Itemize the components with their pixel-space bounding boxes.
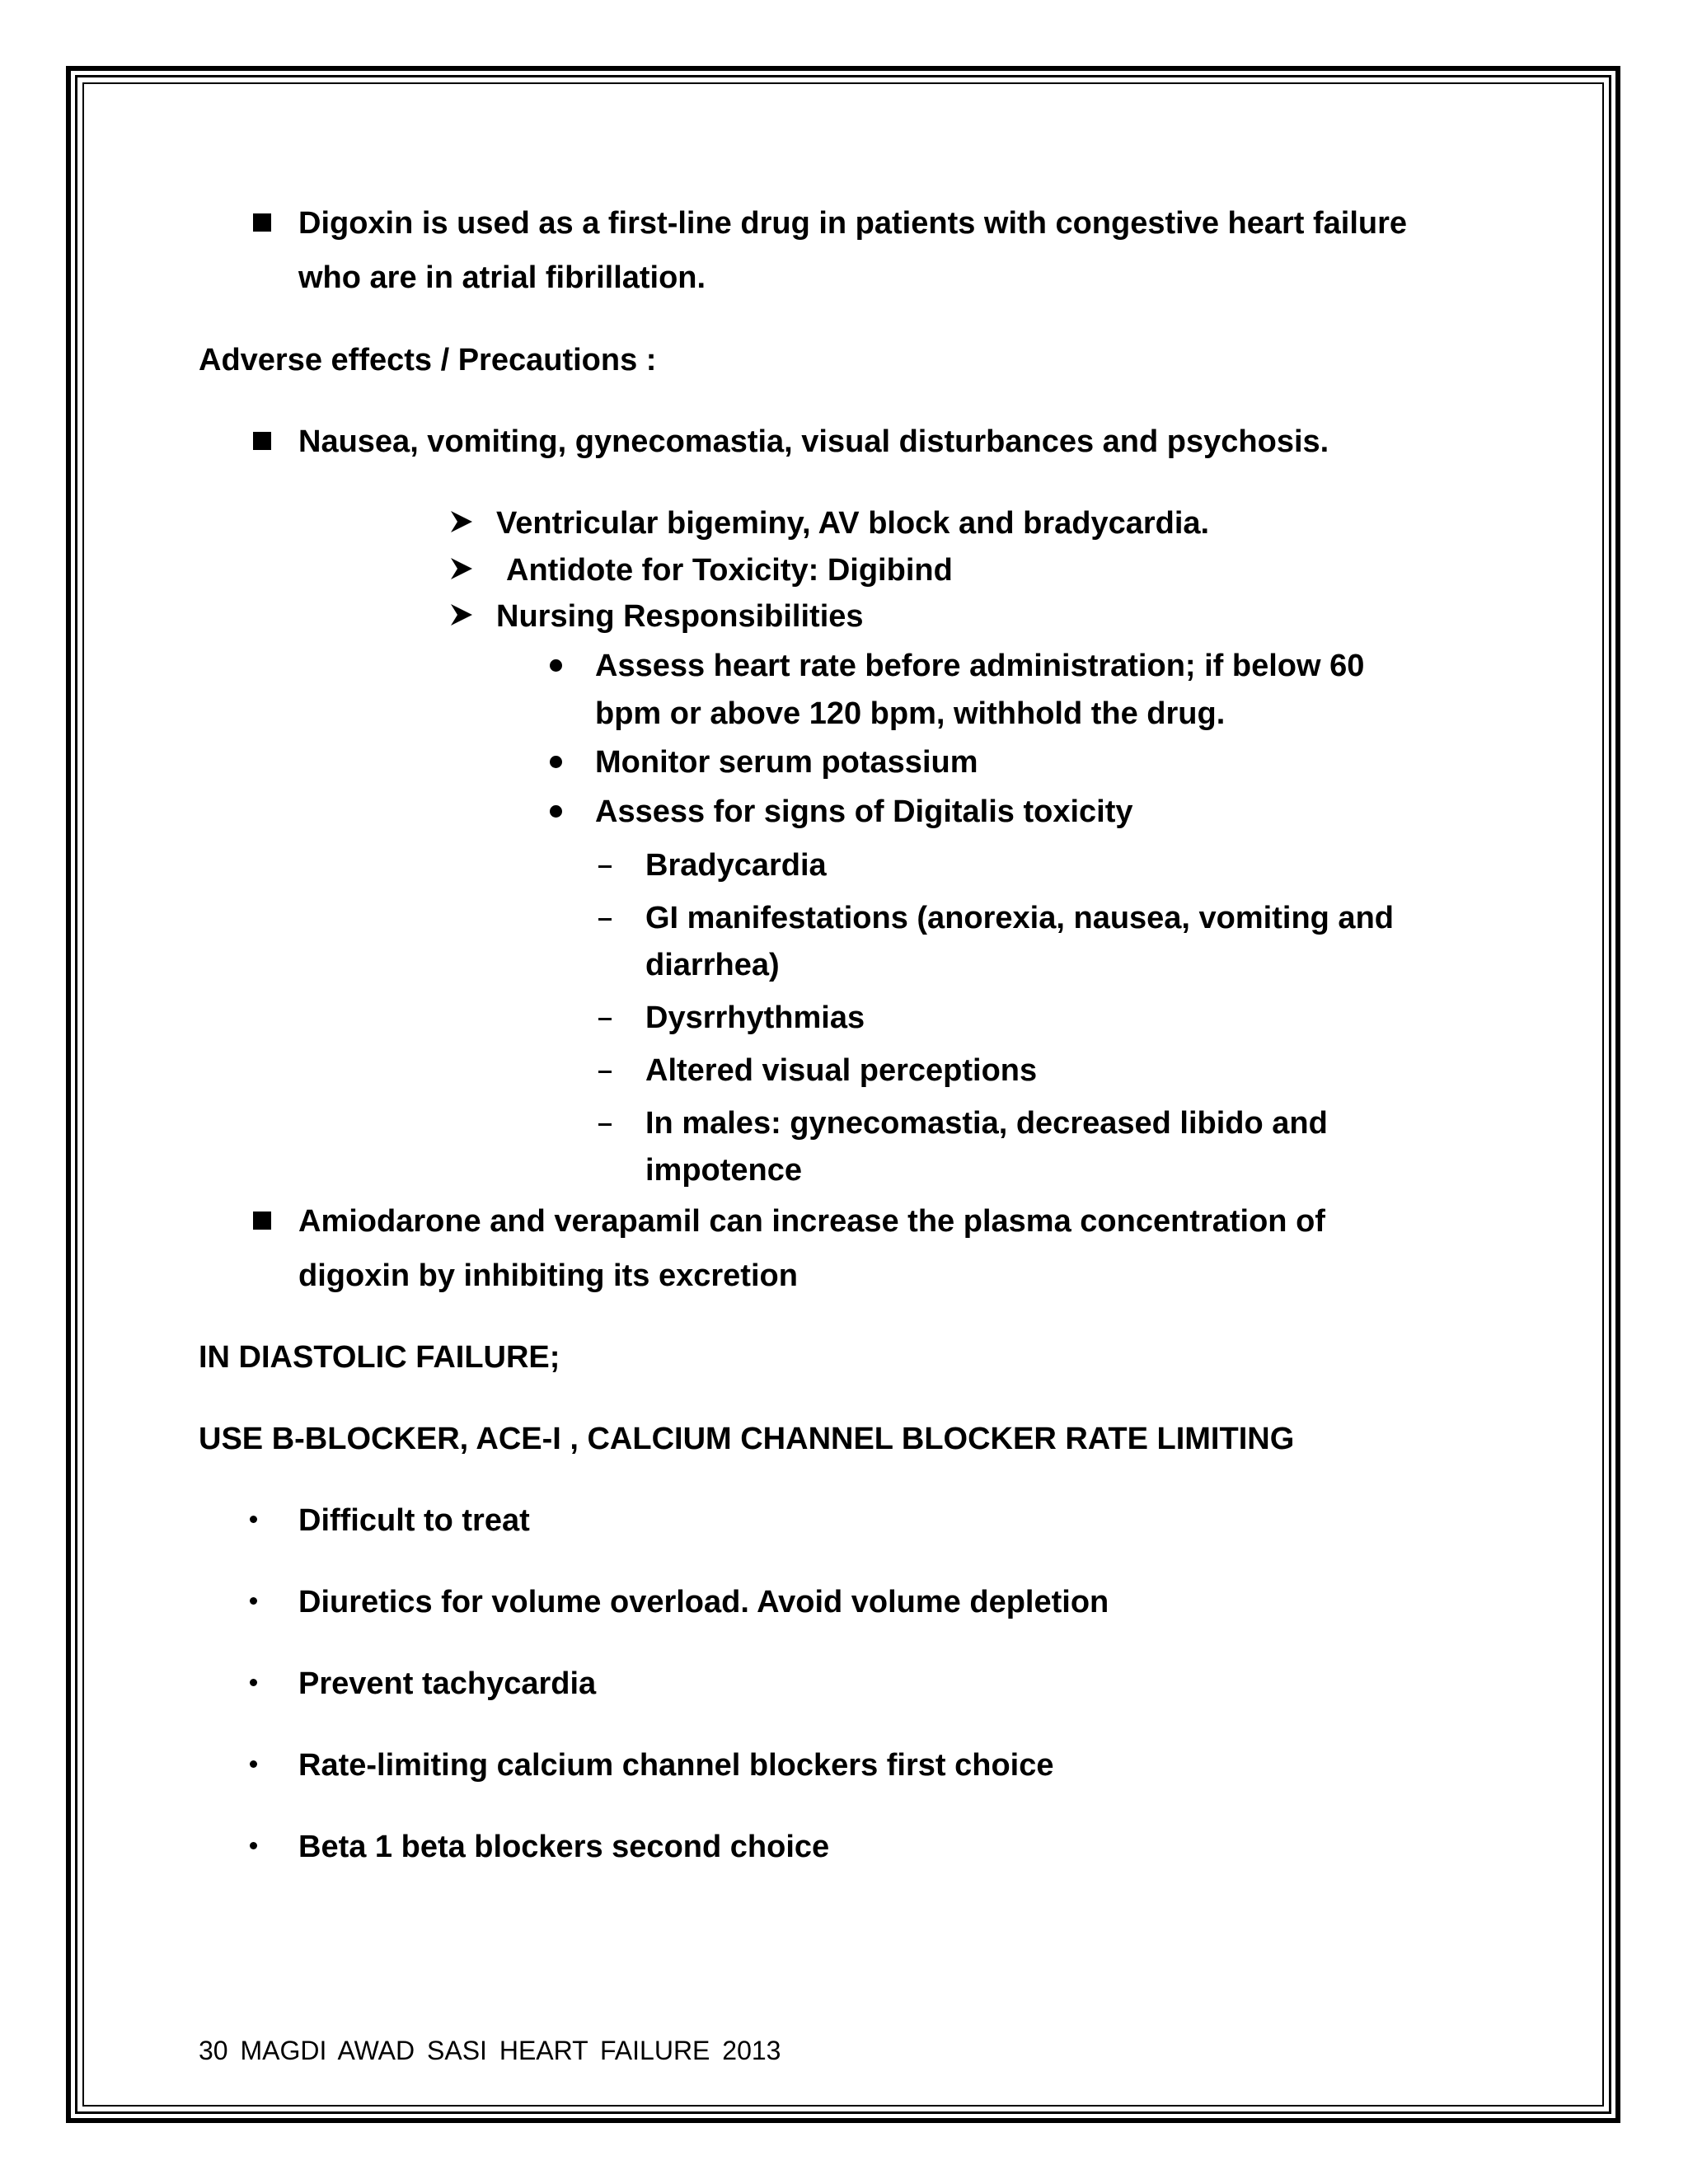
toxicity-sign-gi-1: GI manifestations (anorexia, nausea, vomiting and: [645, 901, 1394, 935]
round-bullet-icon: [550, 659, 562, 672]
arrow-item-antidote: Antidote for Toxicity: Digibind: [506, 553, 953, 588]
round-bullet-icon: [550, 756, 562, 768]
diastolic-item-ccb: Rate-limiting calcium channel blockers first choice: [298, 1748, 1054, 1783]
round-bullet-icon: [550, 805, 562, 818]
page-border-inner: [82, 82, 1604, 2107]
nursing-item-heart-rate-2: bpm or above 120 bpm, withhold the drug.: [595, 696, 1226, 731]
diastolic-item-difficult: Difficult to treat: [298, 1503, 530, 1538]
arrow-bullet-icon: [449, 602, 474, 627]
toxicity-sign-males-1: In males: gynecomastia, decreased libido and: [645, 1106, 1328, 1141]
small-bullet-icon: [250, 1842, 257, 1849]
square-bullet-icon: [253, 213, 271, 232]
dash-bullet-icon: [598, 1018, 612, 1020]
diastolic-failure-heading: IN DIASTOLIC FAILURE;: [199, 1340, 560, 1375]
page-footer: 30 MAGDI AWAD SASI HEART FAILURE 2013: [199, 2036, 781, 2065]
digoxin-first-line-text-1: Digoxin is used as a first-line drug in patients with congestive heart failure: [298, 206, 1408, 241]
dash-bullet-icon: [598, 865, 612, 868]
arrow-bullet-icon: [449, 509, 474, 534]
use-drugs-heading: USE B-BLOCKER, ACE-I , CALCIUM CHANNEL BLOCKER RATE LIMITING: [199, 1422, 1295, 1456]
dash-bullet-icon: [598, 1071, 612, 1073]
arrow-bullet-icon: [449, 556, 474, 581]
nursing-item-potassium: Monitor serum potassium: [595, 745, 978, 780]
square-bullet-icon: [253, 432, 271, 450]
arrow-item-bigeminy: Ventricular bigeminy, AV block and bradycardia.: [496, 506, 1210, 541]
adverse-effects-heading: Adverse effects / Precautions :: [199, 343, 657, 377]
arrow-item-nursing: Nursing Responsibilities: [496, 599, 864, 634]
toxicity-sign-gi-2: diarrhea): [645, 948, 780, 982]
toxicity-sign-bradycardia: Bradycardia: [645, 848, 827, 883]
toxicity-sign-dysrhythmias: Dysrrhythmias: [645, 1001, 865, 1035]
nursing-item-heart-rate-1: Assess heart rate before administration; if below 60: [595, 649, 1365, 683]
small-bullet-icon: [250, 1679, 257, 1686]
diastolic-item-beta-blockers: Beta 1 beta blockers second choice: [298, 1830, 830, 1864]
diastolic-item-diuretics: Diuretics for volume overload. Avoid volume depletion: [298, 1585, 1109, 1619]
amiodarone-text-1: Amiodarone and verapamil can increase the plasma concentration of: [298, 1204, 1325, 1239]
toxicity-sign-males-2: impotence: [645, 1153, 803, 1188]
diastolic-item-tachycardia: Prevent tachycardia: [298, 1666, 597, 1701]
adverse-effects-bullet: Nausea, vomiting, gynecomastia, visual disturbances and psychosis.: [298, 424, 1329, 459]
digoxin-first-line-text-2: who are in atrial fibrillation.: [298, 260, 706, 295]
amiodarone-text-2: digoxin by inhibiting its excretion: [298, 1258, 798, 1293]
toxicity-sign-visual: Altered visual perceptions: [645, 1053, 1038, 1088]
small-bullet-icon: [250, 1597, 257, 1605]
small-bullet-icon: [250, 1516, 257, 1523]
square-bullet-icon: [253, 1212, 271, 1230]
dash-bullet-icon: [598, 1123, 612, 1126]
small-bullet-icon: [250, 1760, 257, 1768]
nursing-item-toxicity: Assess for signs of Digitalis toxicity: [595, 794, 1133, 829]
dash-bullet-icon: [598, 918, 612, 921]
